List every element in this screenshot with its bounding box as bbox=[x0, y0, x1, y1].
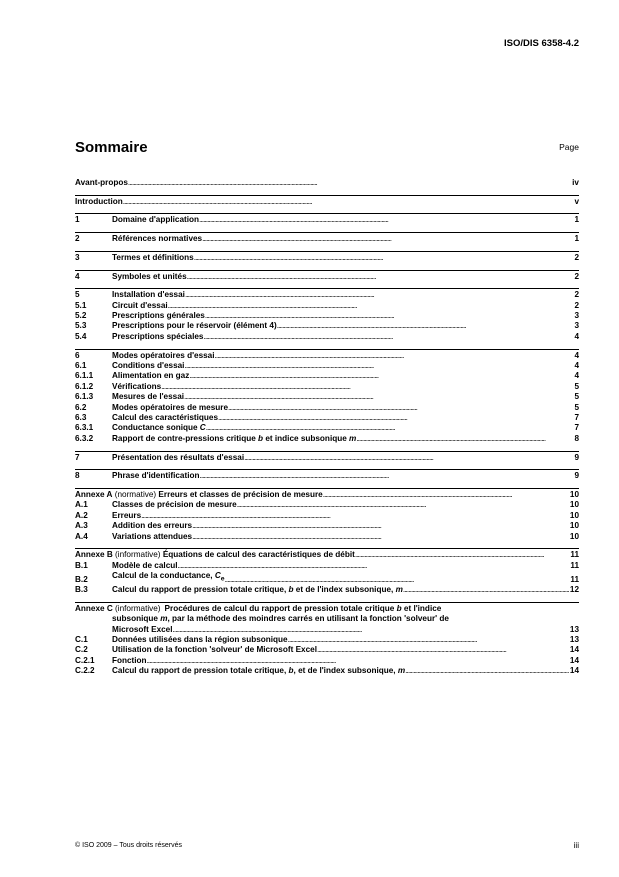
toc-entry-text: Annexe A (normative) Erreurs et classes de précision de mesure bbox=[75, 489, 323, 499]
toc-entry-number: 8 bbox=[75, 471, 80, 481]
toc-entry[interactable] bbox=[75, 349, 579, 361]
toc-entry-page: 5 bbox=[574, 392, 579, 402]
toc-entry-page: 10 bbox=[569, 531, 579, 541]
toc-entry-number: 3 bbox=[75, 252, 80, 262]
toc-entry-page: 10 bbox=[569, 521, 579, 531]
toc-entry-number: 5.3 bbox=[75, 321, 87, 331]
toc-entry-number: 5 bbox=[75, 290, 80, 300]
toc-entry-number: C.1 bbox=[75, 635, 88, 645]
toc-entry-page: 3 bbox=[574, 311, 579, 321]
toc-entry-page: 1 bbox=[574, 234, 579, 244]
toc-entry-text: Calcul du rapport de pression totale critique, b et de l'index subsonique, m bbox=[112, 585, 403, 595]
toc-entry-text: Prescriptions générales bbox=[112, 311, 205, 321]
toc-entry[interactable] bbox=[75, 288, 579, 300]
toc-entry-page: 2 bbox=[574, 290, 579, 300]
toc-entry[interactable] bbox=[75, 332, 579, 342]
toc-entry-page: 7 bbox=[574, 412, 579, 422]
toc-entry-page: 14 bbox=[569, 666, 579, 676]
footer-page-number: iii bbox=[573, 841, 579, 850]
toc-entry[interactable] bbox=[75, 392, 579, 402]
toc-entry-text: Modes opératoires d'essai bbox=[112, 350, 215, 360]
toc-entry-text: Présentation des résultats d'essai bbox=[112, 452, 245, 462]
toc-entry-page: 13 bbox=[569, 635, 579, 645]
toc-entry-text: Calcul du rapport de pression totale critique, b, et de l'index subsonique, m bbox=[112, 666, 406, 676]
toc-entry-number: 6.1.3 bbox=[75, 392, 94, 402]
toc-page-column-label: Page bbox=[559, 142, 579, 152]
toc-entry[interactable] bbox=[75, 382, 579, 392]
toc-entry-number: 5.2 bbox=[75, 311, 87, 321]
toc-entry-number: C.2.2 bbox=[75, 666, 95, 676]
toc-entry-number: A.4 bbox=[75, 531, 88, 541]
toc-entry[interactable] bbox=[75, 232, 579, 244]
toc-entry-text: Conductance sonique C bbox=[112, 423, 206, 433]
toc-entry-page: iv bbox=[572, 178, 579, 187]
toc-entry-page: 12 bbox=[569, 585, 579, 595]
toc-entry[interactable] bbox=[75, 635, 579, 645]
toc-entry-text: Circuit d'essai bbox=[112, 300, 168, 310]
toc-entry-number: 6.3 bbox=[75, 412, 87, 422]
toc-entry-page: 2 bbox=[574, 252, 579, 262]
toc-entry-number: 6.1.1 bbox=[75, 371, 94, 381]
toc-entry[interactable] bbox=[75, 213, 579, 225]
toc-entry-text: Rapport de contre-pressions critique b et indice subsonique m bbox=[112, 433, 357, 443]
toc-entry-number: 6.2 bbox=[75, 402, 87, 412]
toc-entry-page: 1 bbox=[574, 215, 579, 225]
toc-entry-annex-a[interactable] bbox=[75, 488, 579, 500]
annex-label: Annexe B bbox=[75, 550, 113, 560]
toc-entry-text: Mesures de l'essai bbox=[112, 392, 185, 402]
toc-entry-text: Erreurs bbox=[112, 510, 142, 520]
toc-entry-text-continued: Microsoft Excel bbox=[112, 624, 173, 634]
toc-entry[interactable] bbox=[75, 321, 579, 331]
toc-entry-number: 6.3.1 bbox=[75, 423, 94, 433]
toc-entry-number: 6.1.2 bbox=[75, 381, 94, 391]
toc-title: Sommaire bbox=[75, 139, 148, 156]
toc-entry-page: 10 bbox=[569, 500, 579, 510]
toc-entry-text: Avant-propos bbox=[75, 178, 128, 187]
toc-entry-page: 11 bbox=[570, 574, 579, 584]
toc-entry-number: C.2.1 bbox=[75, 655, 95, 665]
toc-entry-text: Phrase d'identification bbox=[112, 471, 200, 481]
toc-entry-number: 5.4 bbox=[75, 331, 87, 341]
toc-entry-number: 2 bbox=[75, 234, 80, 244]
toc-entry-text: Procédures de calcul du rapport de pression totale critique b et l'indice bbox=[164, 603, 442, 613]
toc-entry-page: 8 bbox=[574, 433, 579, 443]
toc-entry-number: C.2 bbox=[75, 645, 88, 655]
toc-entry-text: Installation d'essai bbox=[112, 290, 185, 300]
toc-entry-text: Vérifications bbox=[112, 381, 162, 391]
toc-entry-page: 10 bbox=[569, 510, 579, 520]
document-id: ISO/DIS 6358-4.2 bbox=[504, 38, 579, 49]
toc-entry[interactable] bbox=[75, 645, 579, 655]
toc-entry-number: B.3 bbox=[75, 585, 88, 595]
toc-entry-number: B.1 bbox=[75, 560, 88, 570]
toc-entry[interactable] bbox=[75, 434, 579, 444]
toc-entry-page: 9 bbox=[574, 471, 579, 481]
toc-entry-page: 4 bbox=[574, 360, 579, 370]
toc-entry-text: Termes et définitions bbox=[112, 252, 194, 262]
toc-entry-text: Variations attendues bbox=[112, 531, 193, 541]
toc-entry-text: Fonction bbox=[112, 655, 147, 665]
toc-entry-page: 9 bbox=[574, 452, 579, 462]
toc-entry[interactable] bbox=[75, 656, 579, 666]
toc-entry-text: Calcul de la conductance, $C_e$ bbox=[112, 571, 225, 583]
toc-entry-annex-b[interactable] bbox=[75, 548, 579, 560]
toc-entry-page: 7 bbox=[574, 423, 579, 433]
toc-entry-text: Annexe B (informative) Équations de calcul des caractéristiques de débit bbox=[75, 550, 355, 560]
toc-entry-text: Introduction bbox=[75, 196, 123, 206]
toc-entry[interactable] bbox=[75, 413, 579, 423]
toc-entry-page: 4 bbox=[574, 371, 579, 381]
toc-entry-page: 3 bbox=[574, 321, 579, 331]
toc-entry-text: Modes opératoires de mesure bbox=[112, 402, 229, 412]
toc-entry-text: Prescriptions spéciales bbox=[112, 331, 204, 341]
footer-copyright: © ISO 2009 – Tous droits réservés bbox=[75, 842, 182, 849]
toc-entry-text-continued: subsonique m, par la méthode des moindres carrés en utilisant la fonction 'solveur' de bbox=[112, 614, 449, 624]
toc-entry[interactable] bbox=[75, 423, 579, 433]
toc-entry[interactable] bbox=[75, 561, 579, 571]
toc-entry[interactable] bbox=[75, 469, 579, 481]
toc-entry[interactable] bbox=[75, 451, 579, 463]
toc-entry-page: 11 bbox=[570, 560, 579, 570]
toc-entry-number: 7 bbox=[75, 452, 80, 462]
toc-entry-page: 11 bbox=[570, 550, 579, 560]
toc-entry-text: Prescriptions pour le réservoir (élément 4) bbox=[112, 321, 277, 331]
toc-entry[interactable] bbox=[75, 511, 579, 521]
annex-label: Annexe A bbox=[75, 489, 113, 499]
toc-entry-page: 13 bbox=[569, 624, 579, 634]
table-of-contents bbox=[75, 178, 579, 677]
toc-entry-number: 6.3.2 bbox=[75, 433, 94, 443]
toc-entry-text: Utilisation de la fonction 'solveur' de Microsoft Excel bbox=[112, 645, 317, 655]
toc-entry-text: Modèle de calcul bbox=[112, 560, 178, 570]
toc-entry[interactable] bbox=[75, 371, 579, 381]
toc-entry-number: 1 bbox=[75, 215, 80, 225]
toc-entry[interactable] bbox=[75, 270, 579, 282]
toc-entry[interactable] bbox=[75, 571, 579, 585]
toc-entry-number: 6 bbox=[75, 350, 80, 360]
annex-label: Annexe C (informative) bbox=[75, 603, 161, 613]
toc-entry-number: B.2 bbox=[75, 574, 88, 584]
toc-entry-number: 6.1 bbox=[75, 360, 87, 370]
toc-entry[interactable] bbox=[75, 403, 579, 413]
toc-entry[interactable] bbox=[75, 521, 579, 531]
toc-entry-text: Domaine d'application bbox=[112, 215, 200, 225]
toc-entry-text: Alimentation en gaz bbox=[112, 371, 190, 381]
toc-entry-page: 5 bbox=[574, 402, 579, 412]
toc-entry-text: Données utilisées dans la région subsonique bbox=[112, 635, 288, 645]
toc-entry[interactable] bbox=[75, 585, 579, 595]
toc-entry[interactable] bbox=[75, 532, 579, 542]
toc-entry-text: Symboles et unités bbox=[112, 271, 187, 281]
toc-entry[interactable] bbox=[75, 251, 579, 263]
toc-entry-number: A.1 bbox=[75, 500, 88, 510]
toc-entry[interactable] bbox=[75, 361, 579, 371]
toc-entry-text: Conditions d'essai bbox=[112, 360, 185, 370]
toc-entry[interactable] bbox=[75, 666, 579, 676]
toc-entry-number: A.3 bbox=[75, 521, 88, 531]
toc-entry-text: Calcul des caractéristiques bbox=[112, 412, 219, 422]
toc-entry-text: Classes de précision de mesure bbox=[112, 500, 237, 510]
toc-entry-page: 4 bbox=[574, 331, 579, 341]
toc-entry-page: 4 bbox=[574, 350, 579, 360]
toc-entry-page: v bbox=[574, 196, 579, 206]
toc-entry-page: 5 bbox=[574, 381, 579, 391]
toc-entry-text: Références normatives bbox=[112, 234, 203, 244]
toc-entry-number: 5.1 bbox=[75, 300, 87, 310]
toc-entry-number: A.2 bbox=[75, 510, 88, 520]
toc-entry-page: 10 bbox=[569, 489, 579, 499]
toc-entry-page: 14 bbox=[569, 655, 579, 665]
toc-entry-annex-c[interactable] bbox=[75, 602, 579, 635]
toc-entry[interactable] bbox=[75, 500, 579, 510]
toc-entry-page: 2 bbox=[574, 271, 579, 281]
toc-entry[interactable] bbox=[75, 195, 579, 207]
toc-entry-text: Addition des erreurs bbox=[112, 521, 193, 531]
toc-entry-number: 4 bbox=[75, 271, 80, 281]
toc-entry-page: 2 bbox=[574, 300, 579, 310]
toc-entry[interactable] bbox=[75, 301, 579, 311]
toc-entry[interactable] bbox=[75, 311, 579, 321]
toc-entry-page: 14 bbox=[569, 645, 579, 655]
toc-entry[interactable] bbox=[75, 178, 579, 188]
